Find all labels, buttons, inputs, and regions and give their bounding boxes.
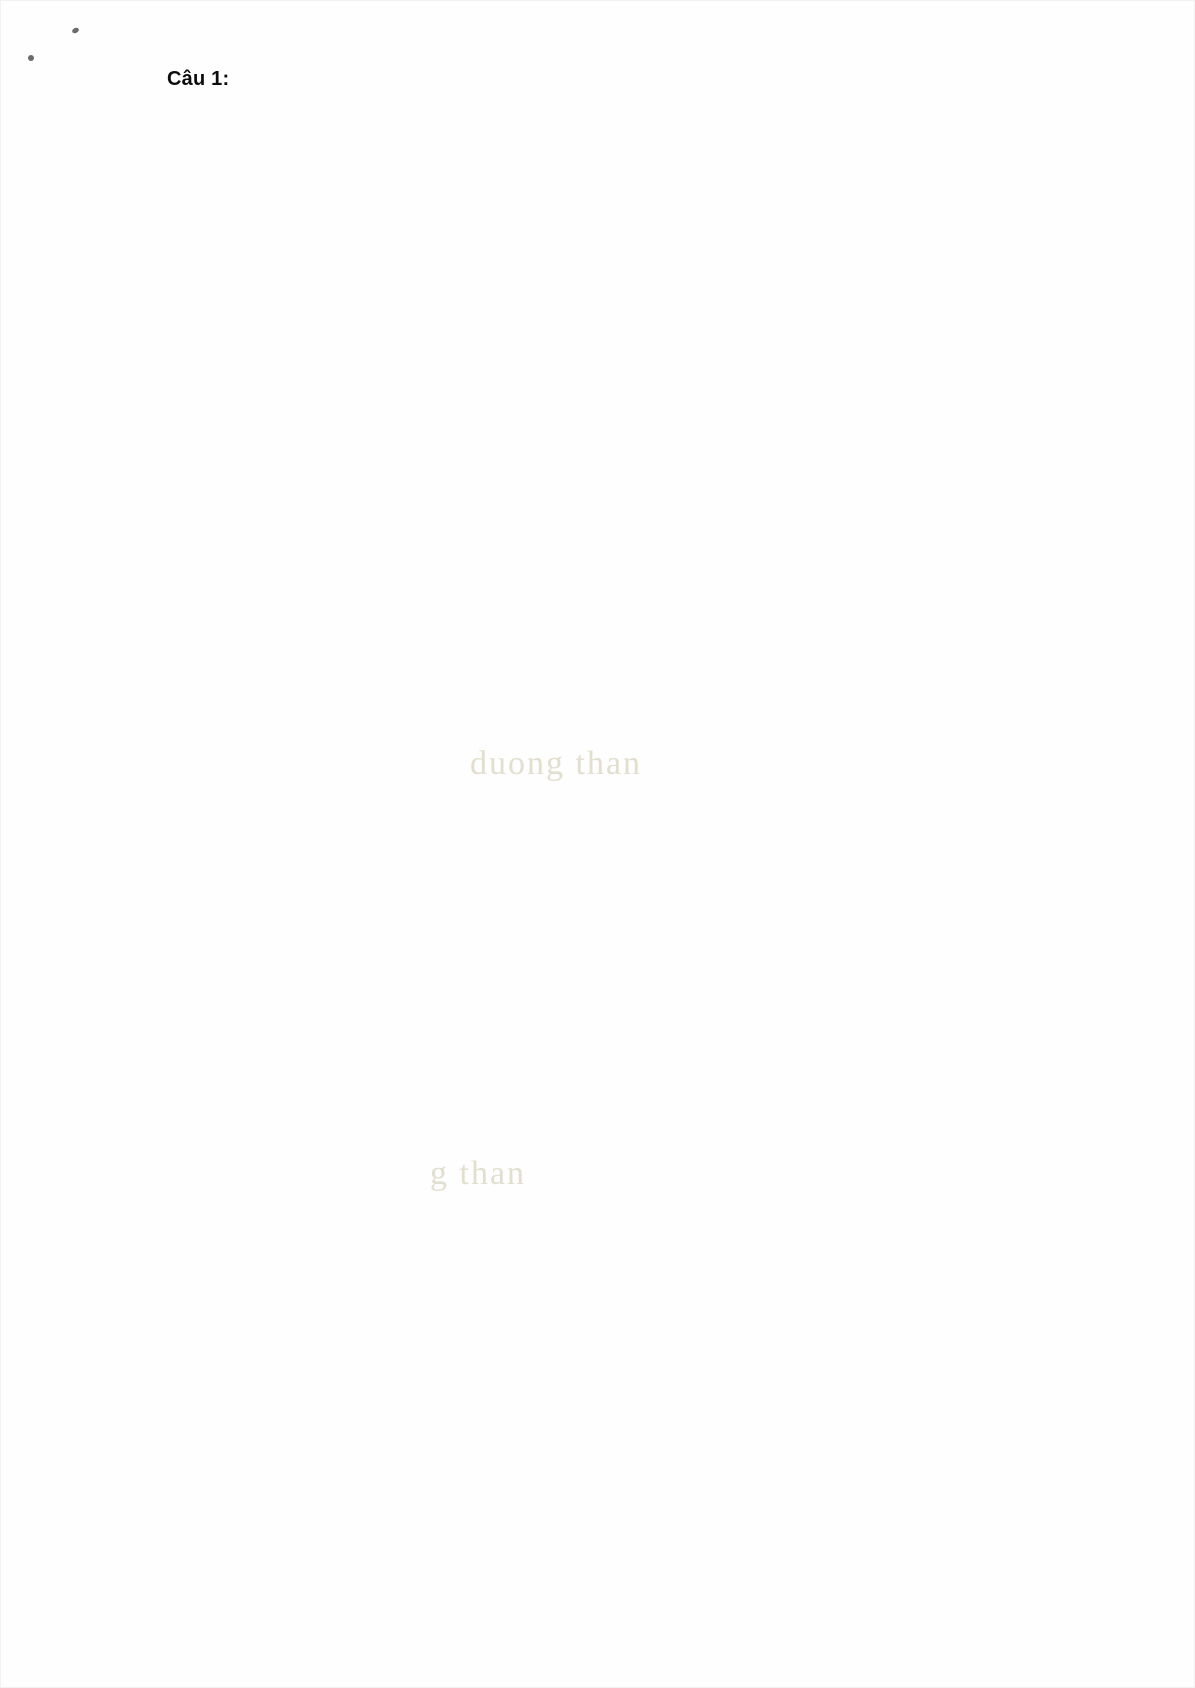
code-spacer: [167, 130, 557, 145]
watermark-text: duong than: [470, 745, 643, 782]
code-spacer: [608, 115, 1000, 130]
code-spacer: [167, 145, 557, 160]
code-spacer: [608, 100, 1000, 115]
code-spacer: [167, 100, 557, 115]
code-column-left: [167, 100, 557, 175]
page-title: Câu 1:: [167, 68, 230, 90]
watermark-text: g than: [430, 1155, 527, 1192]
scan-speck: [28, 55, 34, 61]
code-spacer: [167, 115, 557, 130]
code-spacer: [608, 130, 1000, 145]
code-column-right: [608, 100, 1000, 160]
scan-speck: [71, 27, 79, 34]
code-spacer: [608, 145, 1000, 160]
code-spacer: [167, 160, 557, 175]
